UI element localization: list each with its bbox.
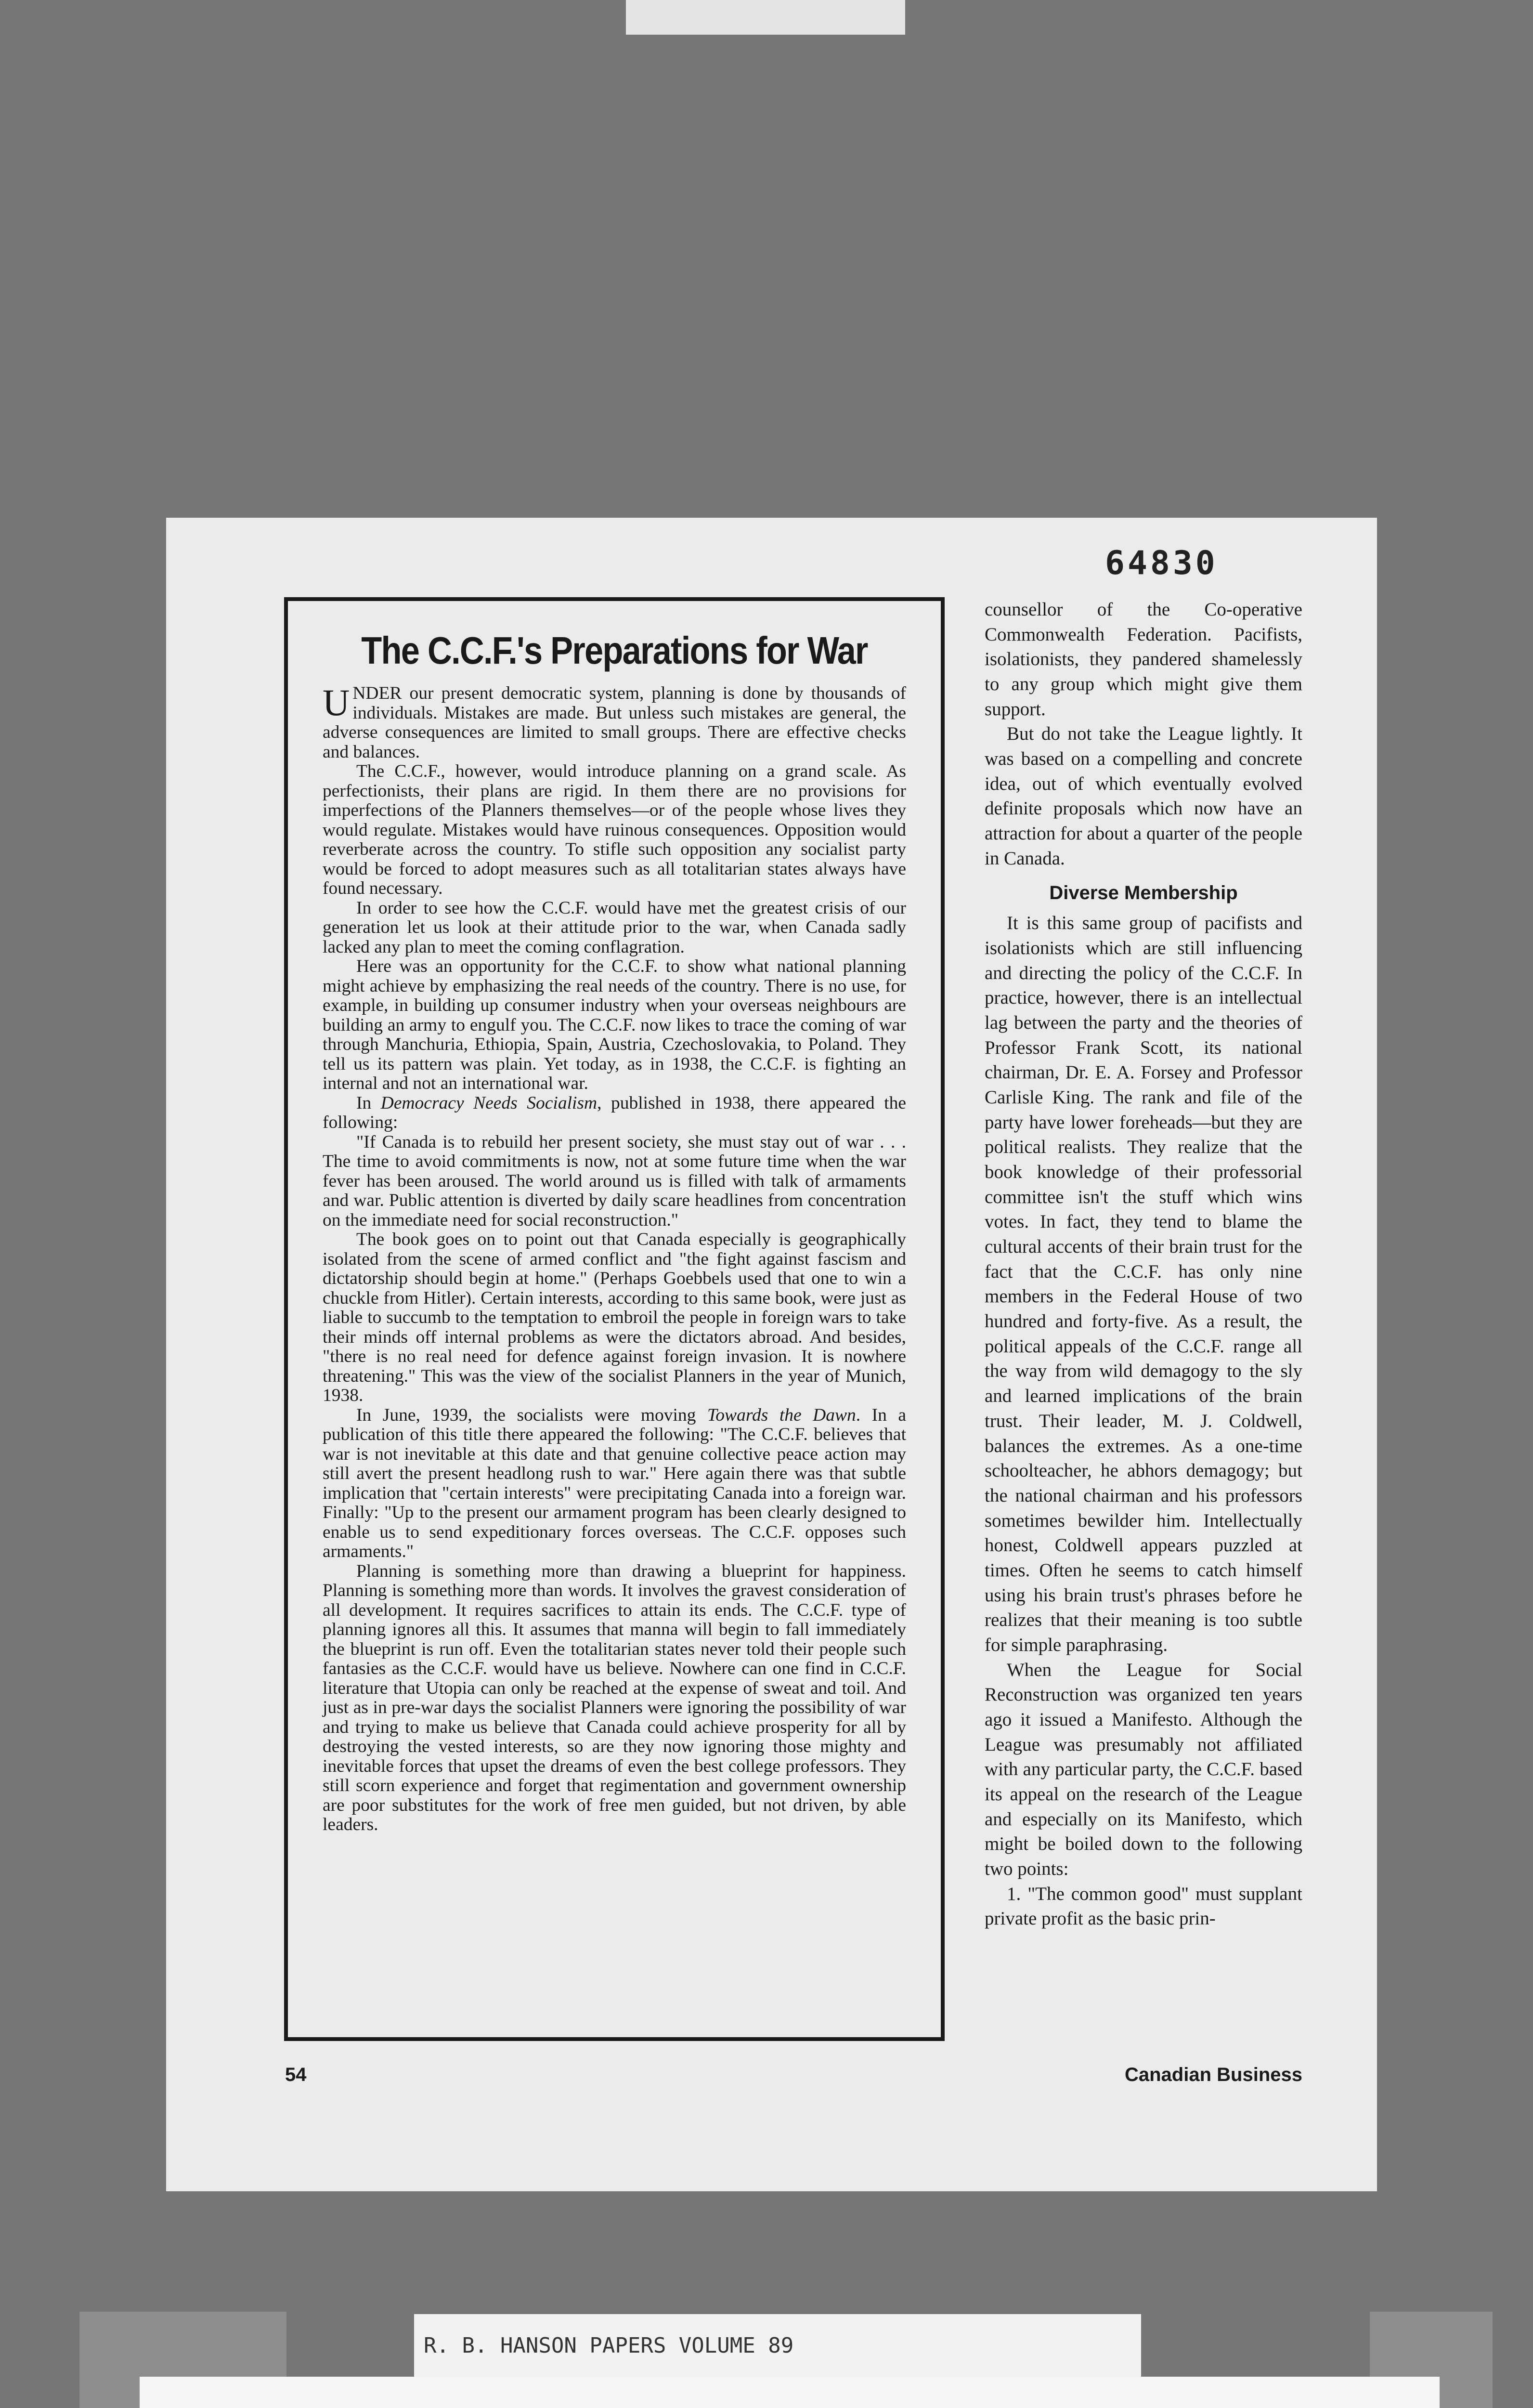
column-paragraph: But do not take the League lightly. It was based on a compelling and concrete idea, out of which eventually evolved definite proposals which now have an attraction for about a quarter of the people in Canada. xyxy=(985,723,1302,869)
column-paragraph: counsellor of the Co-operative Commonwealth Federation. Pacifists, isolationists, they pandered shamelessly to any group which might give them support. xyxy=(985,599,1302,720)
article-paragraph: In order to see how the C.C.F. would have met the greatest crisis of our generation let us look at their attitude prior to the war, when Canada sadly lacked any plan to meet the coming conflagration. xyxy=(323,898,906,957)
paragraph-text: In June, 1939, the socialists were moving xyxy=(356,1405,707,1425)
article-paragraph: The C.C.F., however, would introduce planning on a grand scale. As perfectionists, their plans are rigid. In them there are no provisions for imperfections of the Planners themselves—or of the people whose lives they would regulate. Mistakes would have ruinous consequences. Opposition would reverberate across the country. To stifle such opposition any socialist party would be forced to adopt measures such as all totalitarian states always have found necessary. xyxy=(323,761,906,899)
article-paragraph xyxy=(323,681,906,762)
article-paragraph: The book goes on to point out that Canada especially is geographically isolated from the scene of armed conflict and "the fight against fascism and dictatorship should begin at home." (Perhaps Goebbels used that one to win a chuckle from Hitler). Certain interests, according to this same book, were just as liable to succumb to the temptation to embroil the people in foreign wars to take their minds off internal problems as were the dictators abroad. And besides, "there is no real need for defence against foreign invasion. It is nowhere threatening." This was the view of the socialist Planners in the year of Munich, 1938. xyxy=(323,1230,906,1406)
column-paragraph: It is this same group of pacifists and isolationists which are still influencing and directing the policy of the C.C.F. In practice, however, there is an intellectual lag between the party and the theories of Professor Frank Scott, its national chairman, Dr. E. A. Forsey and Professor Carlisle King. The rank and file of the party have lower foreheads—but they are political realists. They realize that the book knowledge of their professorial committee isn't the stuff which wins votes. In fact, they tend to blame the cultural accents of their brain trust for the fact that the C.C.F. has only nine members in the Federal House of two hundred and forty-five. As a result, the political appeals of the C.C.F. range all the way from wild demagogy to the sly and learned implications of the brain trust. Their leader, M. J. Coldwell, balances the extremes. As a one-time schoolteacher, he abhors demagogy; but the national chairman and his professors sometimes bewilder him. Intellectually honest, Coldwell appears puzzled at times. Often he seems to catch himself using his brain trust's phrases before he realizes that their meaning is too subtle for simple paraphrasing. xyxy=(985,913,1302,1655)
paragraph-text: In xyxy=(356,1093,381,1113)
mounting-tab xyxy=(626,0,905,35)
article-paragraph: Here was an opportunity for the C.C.F. to show what national planning might achieve by emphasizing the real needs of the country. There is no use, for example, in building up consumer industry when your overseas neighbours are building an army to engulf you. The C.C.F. now likes to trace the coming of war through Manchuria, Ethiopia, Spain, Austria, Czechoslovakia, to Poland. They tell us its pattern was plain. Yet today, as in 1938, the C.C.F. is fighting an internal and not an international war. xyxy=(323,956,906,1094)
article-box xyxy=(284,597,945,2041)
right-column xyxy=(985,597,1302,1931)
article-paragraph xyxy=(323,1094,906,1133)
column-paragraph: 1. "The common good" must supplant private profit as the basic prin- xyxy=(985,1883,1302,1929)
section-heading: Diverse Membership xyxy=(1049,882,1238,904)
drop-cap: U xyxy=(323,681,350,724)
paragraph-text: , published in 1938, there appeared the following: xyxy=(323,1093,906,1133)
article-paragraph xyxy=(323,1406,906,1562)
book-title: Democracy Needs Socialism xyxy=(380,1093,598,1113)
page-number: 54 xyxy=(285,2064,307,2085)
article-paragraph: Planning is something more than drawing a blueprint for happiness. Planning is something more than words. It involves the gravest consideration of all development. It requires sacrifices to attain its ends. The C.C.F. type of planning ignores all this. It assumes that manna will begin to fall immediately the blueprint is run off. Even the totalitarian states never told their people such fantasies as the C.C.F. would have us believe. Nowhere can one find in C.C.F. literature that Utopia can only be reached at the expense of sweat and toil. And just as in pre-war days the socialist Planners were ignoring the possibility of war and trying to make us believe that Canada could achieve prosperity for all by destroying the vested interests, so are they now ignoring those mighty and inevitable forces that upset the dreams of even the best college professors. They still scorn experience and forget that regimentation and government ownership are poor substitutes for the work of free men guided, but not driven, by able leaders. xyxy=(323,1561,906,1835)
column-paragraph: When the League for Social Reconstruction was organized ten years ago it issued a Manifesto. Although the League was presumably not affiliated with any particular party, the C.C.F. based its appeal on the research of the League and especially on its Manifesto, which might be boiled down to the following two points: xyxy=(985,1659,1302,1879)
paragraph-text: NDER our present democratic system, planning is done by thousands of individuals. Mistakes are made. But unless such mistakes are general, the adverse consequences are limited to small groups. There are effective checks and balances. xyxy=(323,683,906,762)
archive-stamp-number: 64830 xyxy=(1105,544,1218,582)
collection-reference: R. B. HANSON PAPERS VOLUME 89 xyxy=(424,2333,794,2358)
publication-name: Canadian Business xyxy=(1124,2064,1302,2085)
publication-title: Towards the Dawn xyxy=(707,1405,856,1425)
article-title: The C.C.F.'s Preparations for War xyxy=(361,629,868,672)
archive-label xyxy=(140,2377,1440,2408)
paragraph-text: . In a publication of this title there appeared the following: "The C.C.F. believes that war is not inevitable at this date and that genuine collective peace action may still avert the present headlong rush to war." Here again there was that subtle implication that "certain interests" were precipitating Canada into a foreign war. Finally: "Up to the present our armament program has been clearly designed to enable us to send expeditionary forces overseas. The C.C.F. opposes such armaments." xyxy=(323,1405,906,1562)
article-quote: "If Canada is to rebuild her present society, she must stay out of war . . . The time to avoid commitments is now, not at some future time when the war fever has been aroused. The world around us is filled with talk of armaments and war. Public attention is diverted by daily scare headlines from concentration on the immediate need for social reconstruction." xyxy=(323,1132,906,1230)
